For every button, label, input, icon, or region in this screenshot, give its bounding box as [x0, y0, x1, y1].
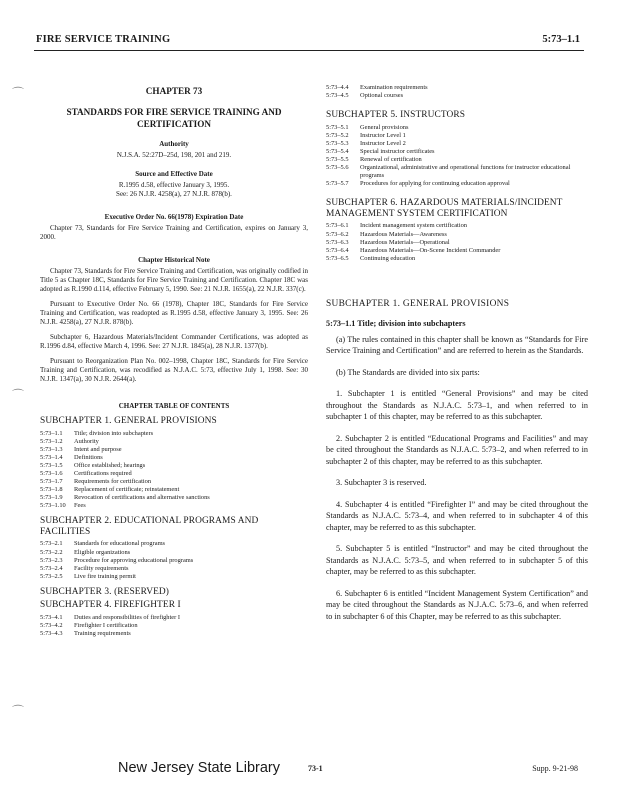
toc-entry-title: Standards for educational programs — [74, 540, 166, 548]
toc-entry-number: 5:73–1.5 — [40, 461, 63, 469]
chapter-number: CHAPTER 73 — [145, 86, 203, 96]
left-column — [40, 72, 308, 638]
history-paragraph: Pursuant to Reorganization Plan No. 002–1998, Chapter 18C, Standards for Fire Service Training and Certification, was recodified as N.J.A.C. 5:73, effective July 1, 1998. See: 30 N.J.R. 1347(a), 30 N.J.R. 2644(a). — [40, 357, 308, 383]
toc-subchapter-3-title: SUBCHAPTER 3. (RESERVED) — [40, 586, 170, 597]
toc-entry — [326, 140, 588, 148]
toc-entry — [40, 573, 308, 581]
toc-entry-title: Title; division into subchapters — [74, 429, 154, 437]
toc-entry-title: Definitions — [74, 453, 103, 461]
toc-subchapter-1 — [40, 430, 308, 511]
toc-entry-title: Requirements for certification — [74, 478, 152, 486]
toc-subchapter-6 — [326, 222, 588, 262]
toc-entry-number: 5:73–2.3 — [40, 556, 63, 564]
main-subchapter-title: SUBCHAPTER 1. GENERAL PROVISIONS — [326, 298, 510, 309]
section-item: 5. Subchapter 5 is entitled “Instructor” and may be cited throughout the Standards as N.J.A.C. 5:73–5, and when referred to in subchapter 5 of this chapter, may be referred to as this subchapter. — [326, 544, 588, 577]
running-header-title: FIRE SERVICE TRAINING — [36, 34, 171, 45]
toc-entry-number: 5:73–2.4 — [40, 564, 63, 572]
toc-subchapter-2-title: SUBCHAPTER 2. EDUCATIONAL PROGRAMS AND FACILITIES — [40, 516, 259, 537]
toc-entry-number: 5:73–5.4 — [326, 147, 349, 155]
toc-entry-number: 5:73–2.2 — [40, 548, 63, 556]
toc-entry — [40, 540, 308, 548]
toc-entry-title: Continuing education — [360, 254, 416, 262]
authority-heading: Authority — [159, 140, 189, 148]
source-line-1: R.1995 d.58, effective January 3, 1995. — [118, 181, 230, 189]
toc-entry — [326, 124, 588, 132]
toc-entry-title: Special instructor certificates — [360, 147, 435, 155]
toc-entry-number: 5:73–5.7 — [326, 180, 349, 188]
header-rule — [34, 50, 584, 51]
toc-entry-number: 5:73–6.5 — [326, 254, 349, 262]
history-paragraph: Chapter 73, Standards for Fire Service Training and Certification, was originally codified in Title 5 as Chapter 18C, Standards for Fire Service Training and Certification. Chapter 18C was adopted as R.1990 d.114, effective February 5, 1990. See: 21 N.J.R. 1655(a), 22 N.J.R. 337(c). — [40, 267, 308, 293]
toc-entry — [40, 494, 308, 502]
toc-subchapter-1-title: SUBCHAPTER 1. GENERAL PROVISIONS — [40, 416, 217, 426]
chapter-title: STANDARDS FOR FIRE SERVICE TRAINING AND CERTIFICATION — [66, 107, 282, 129]
toc-entry — [326, 231, 588, 239]
expiration-heading: Executive Order No. 66(1978) Expiration Date — [104, 213, 244, 221]
page-number: 73-1 — [308, 764, 323, 773]
section-item: 1. Subchapter 1 is entitled “General Provisions” and may be cited throughout the Standards as N.J.A.C. 5:73–1, and when referred to in subchapter 1 of this chapter, may be referred to as this subchapter. — [326, 389, 588, 422]
toc-entry-title: Hazardous Materials—Awareness — [360, 230, 447, 238]
toc-entry — [326, 148, 588, 156]
toc-entry-number: 5:73–4.1 — [40, 613, 63, 621]
toc-entry — [326, 180, 588, 188]
toc-entry — [326, 247, 588, 255]
history-paragraph: Subchapter 6, Hazardous Materials/Incident Commander Certifications, was adopted as R.1996 d.84, effective March 4, 1996. See: 27 N.J.R. 1845(a), 28 N.J.R. 1377(b). — [40, 333, 308, 350]
margin-mark: ⌒ — [12, 388, 25, 402]
toc-entry-title: Office established; hearings — [74, 461, 146, 469]
toc-entry-title: Organizational, administrative and operational functions for instructor educational programs — [360, 164, 571, 180]
toc-entry-number: 5:73–1.8 — [40, 486, 63, 494]
toc-entry — [326, 222, 588, 230]
toc-entry-number: 5:73–4.3 — [40, 630, 63, 638]
toc-subchapter-2 — [40, 540, 308, 580]
toc-entry-title: Authority — [74, 437, 99, 445]
toc-entry — [40, 502, 308, 510]
section-item: 3. Subchapter 3 is reserved. — [336, 478, 427, 488]
toc-entry — [40, 470, 308, 478]
toc-entry-title: Optional courses — [360, 92, 404, 100]
section-item: 6. Subchapter 6 is entitled “Incident Management System Certification” and may be cited throughout the Standards as N.J.A.C. 5:73–6, and when referred to in subchapter 6 of this Chapter, may be referred to as this subchapter. — [326, 588, 588, 621]
toc-entry — [40, 486, 308, 494]
toc-entry — [326, 84, 588, 92]
history-paragraph: Pursuant to Executive Order No. 66 (1978), Chapter 18C, Standards for Fire Service Training and Certification, was readopted as R.1995 d.58, effective January 3, 1995. See: 26 N.J.R. 4258(a), 27 N.J.R. 878(b). — [40, 300, 308, 326]
toc-entry — [40, 614, 308, 622]
toc-entry-title: Revocation of certifications and alternative sanctions — [74, 494, 210, 502]
toc-entry-title: Firefighter I certification — [74, 622, 138, 629]
toc-entry-title: Examination requirements — [360, 84, 428, 91]
toc-entry — [40, 622, 308, 630]
section-heading: 5:73–1.1 Title; division into subchapters — [326, 318, 466, 328]
toc-entry-title: Procedures for applying for continuing education approval — [360, 180, 510, 188]
toc-entry-title: Training requirements — [74, 630, 131, 638]
toc-entry-number: 5:73–5.6 — [326, 164, 349, 172]
authority-text: N.J.S.A. 52:27D–25d, 198, 201 and 219. — [116, 151, 232, 159]
toc-entry-title: Instructor Level 2 — [360, 139, 406, 147]
toc-entry-number: 5:73–5.5 — [326, 156, 349, 164]
toc-entry-number: 5:73–6.4 — [326, 246, 349, 254]
section-item: 4. Subchapter 4 is entitled “Firefighter I” and may be cited throughout the Standards as N.J.A.C. 5:73–4, and when referred to in subchapter 4 of this chapter, may be referred to as this subchapter. — [326, 499, 588, 532]
toc-subchapter-4-title: SUBCHAPTER 4. FIREFIGHTER I — [40, 600, 181, 611]
toc-entry — [40, 446, 308, 454]
toc-entry — [40, 557, 308, 565]
source-line-2: See: 26 N.J.R. 4258(a), 27 N.J.R. 878(b). — [116, 190, 232, 198]
history-heading: Chapter Historical Note — [138, 256, 210, 264]
toc-entry — [326, 255, 588, 263]
expiration-text: Chapter 73, Standards for Fire Service Training and Certification, expires on January 3, 2000. — [40, 224, 308, 241]
toc-entry-number: 5:73–2.5 — [40, 572, 63, 580]
toc-entry-title: Facility requirements — [74, 564, 129, 572]
toc-entry-number: 5:73–4.4 — [326, 84, 349, 91]
toc-entry-number: 5:73–6.3 — [326, 238, 349, 246]
toc-entry — [40, 549, 308, 557]
toc-entry-number: 5:73–4.5 — [326, 92, 349, 100]
toc-entry — [40, 462, 308, 470]
toc-entry-title: Incident management system certification — [360, 222, 468, 230]
margin-mark: ⌒ — [12, 704, 25, 718]
toc-entry-number: 5:73–1.1 — [40, 429, 63, 437]
toc-subchapter-4-left — [40, 614, 308, 638]
toc-entry-number: 5:73–5.3 — [326, 139, 349, 147]
toc-entry-number: 5:73–1.2 — [40, 437, 63, 445]
source-heading: Source and Effective Date — [135, 170, 213, 178]
toc-entry-number: 5:73–1.10 — [40, 502, 66, 510]
right-column — [326, 84, 588, 632]
toc-subchapter-5-title: SUBCHAPTER 5. INSTRUCTORS — [326, 110, 466, 121]
library-stamp: New Jersey State Library — [118, 760, 280, 776]
toc-entry — [326, 239, 588, 247]
toc-subchapter-5 — [326, 124, 588, 189]
toc-entry-title: Duties and responsibilities of firefighter I — [74, 613, 180, 621]
toc-entry — [326, 92, 588, 100]
section-paragraph-b: (b) The Standards are divided into six parts: — [336, 367, 480, 377]
toc-entry-number: 5:73–1.6 — [40, 469, 63, 477]
toc-entry-title: Eligible organizations — [74, 548, 131, 556]
toc-entry — [326, 132, 588, 140]
toc-entry-title: Procedure for approving educational programs — [74, 556, 194, 564]
toc-entry-title: Instructor Level 1 — [360, 131, 406, 139]
toc-entry-number: 5:73–1.9 — [40, 494, 63, 502]
toc-entry-title: Renewal of certification — [360, 156, 422, 164]
toc-entry-number: 5:73–6.2 — [326, 230, 349, 238]
toc-entry — [40, 565, 308, 573]
toc-entry-number: 5:73–5.2 — [326, 131, 349, 139]
toc-entry — [40, 630, 308, 638]
toc-entry-title: Live fire training permit — [74, 572, 136, 580]
toc-entry-number: 5:73–4.2 — [40, 622, 63, 629]
toc-entry-title: Replacement of certificate; reinstatement — [74, 486, 180, 494]
toc-entry-number: 5:73–2.1 — [40, 540, 63, 548]
toc-entry — [40, 430, 308, 438]
toc-entry-title: General provisions — [360, 123, 409, 131]
toc-entry-title: Intent and purpose — [74, 445, 122, 453]
toc-subchapter-4-right — [326, 84, 588, 100]
toc-entry-title: Hazardous Materials—On-Scene Incident Commander — [360, 246, 501, 254]
running-header-section: 5:73–1.1 — [542, 34, 580, 45]
toc-entry-number: 5:73–5.1 — [326, 123, 349, 131]
section-item: 2. Subchapter 2 is entitled “Educational Programs and Facilities” and may be cited throughout the Standards as N.J.A.C. 5:73–2, and when referred to in subchapter 2 of this chapter, may be referred to as this subchapter. — [326, 433, 588, 466]
toc-entry-number: 5:73–1.7 — [40, 478, 63, 486]
toc-entry — [326, 164, 588, 180]
toc-entry-number: 5:73–1.4 — [40, 453, 63, 461]
toc-entry — [40, 454, 308, 462]
supplement-date: Supp. 9-21-98 — [532, 764, 578, 773]
toc-entry — [40, 478, 308, 486]
toc-heading: CHAPTER TABLE OF CONTENTS — [118, 402, 230, 410]
toc-subchapter-6-title: SUBCHAPTER 6. HAZARDOUS MATERIALS/INCIDENT MANAGEMENT SYSTEM CERTIFICATION — [326, 198, 563, 219]
toc-entry-title: Hazardous Materials—Operational — [360, 238, 450, 246]
toc-entry — [326, 156, 588, 164]
margin-mark: ⌒ — [12, 86, 25, 100]
toc-entry — [40, 438, 308, 446]
section-paragraph-a: (a) The rules contained in this chapter shall be known as “Standards for Fire Service Training and Certification” and are referred to herein as the Standards. — [326, 334, 588, 356]
toc-entry-number: 5:73–6.1 — [326, 222, 349, 230]
toc-entry-title: Fees — [74, 502, 86, 510]
toc-entry-title: Certifications required — [74, 469, 132, 477]
toc-entry-number: 5:73–1.3 — [40, 445, 63, 453]
